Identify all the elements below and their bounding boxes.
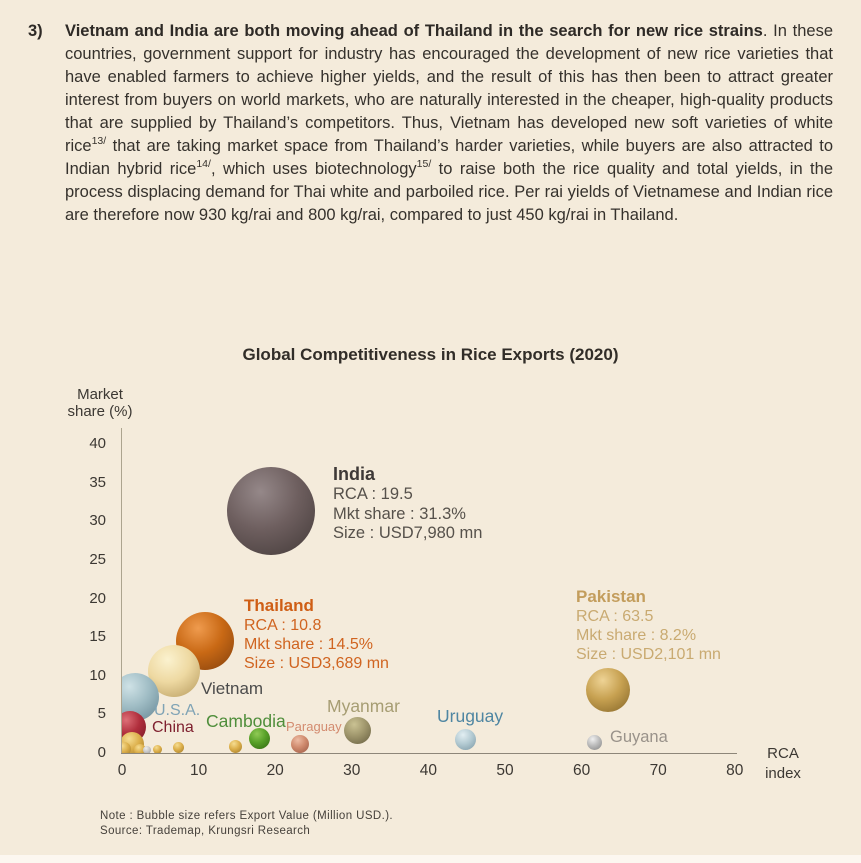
- list-item-number: 3): [28, 22, 43, 40]
- country-label-guyana: Guyana: [610, 728, 668, 746]
- country-label-paraguay: Paraguay: [286, 719, 342, 734]
- country-label-myanmar: Myanmar: [327, 696, 400, 716]
- annotation-line: RCA : 63.5: [576, 608, 654, 625]
- bubble-paraguay: [291, 735, 309, 753]
- country-label-uruguay: Uruguay: [437, 706, 504, 726]
- x-tick-label: 60: [572, 762, 591, 779]
- annotation-line: RCA : 10.8: [244, 617, 322, 634]
- bubble-guyana: [587, 735, 602, 750]
- annotation-title: Pakistan: [576, 587, 646, 606]
- bottom-strip: [0, 855, 861, 863]
- annotation-title: India: [333, 464, 376, 484]
- annotation-pakistan: [576, 587, 721, 664]
- chart-title: Global Competitiveness in Rice Exports (2020): [242, 345, 619, 364]
- x-tick-label: 70: [649, 762, 667, 779]
- bubble-uruguay: [455, 729, 476, 750]
- x-tick-label: 20: [266, 762, 284, 779]
- footnote-ref: 13/: [91, 134, 107, 147]
- bubble-minor: [173, 742, 184, 753]
- y-tick-label: 25: [89, 551, 106, 568]
- annotation-title: Thailand: [244, 596, 314, 615]
- source-line: Source: Trademap, Krungsri Research: [100, 825, 311, 837]
- country-label-cambodia: Cambodia: [206, 711, 286, 731]
- y-tick-label: 40: [89, 435, 106, 453]
- y-tick-label: 30: [89, 512, 106, 530]
- bubble-pakistan: [586, 668, 630, 712]
- paragraph-text: [65, 20, 833, 227]
- y-tick-label: 35: [89, 473, 106, 491]
- annotation-thailand: [244, 596, 389, 673]
- y-axis-label: Market share (%): [67, 386, 133, 420]
- y-axis-line: [121, 428, 122, 753]
- x-tick-label: 80: [726, 762, 744, 779]
- x-axis-line: [121, 753, 737, 754]
- annotation-line: RCA : 19.5: [333, 485, 413, 503]
- bubble-minor: [229, 740, 242, 753]
- annotation-line: Mkt share : 31.3%: [333, 504, 466, 523]
- text-run: to raise both the rice quality and total yields, in the process displacing demand for Thai white and parboiled rice. Per rai yields of Vietnamese and Indian rice are therefore now 930 kg/rai and 800 kg/rai, compared to just 450 kg/rai in Thailand.: [65, 160, 833, 224]
- body-paragraph: [28, 20, 833, 227]
- bubble-myanmar: [344, 717, 371, 744]
- x-axis-label: RCA index: [765, 745, 801, 782]
- bubble-minor: [153, 745, 162, 753]
- country-label-china: China: [152, 719, 194, 736]
- x-tick-label: 30: [343, 762, 361, 779]
- bubble-minor: [143, 746, 151, 753]
- footnote-ref: 15/: [416, 157, 432, 170]
- text-run: , which uses biotechnology: [210, 160, 417, 178]
- y-tick-label: 15: [89, 628, 106, 646]
- text-run: . In these countries, government support for industry has encouraged the development of new rice varieties that have enabled farmers to achieve higher yields, and the result of this has then been to attract greater interest from buyers on world markets, who are naturally interested in the cheaper, high-quality products that are supplied by Thailand’s competitors. Thus, Vietnam has developed new soft varieties of white rice: [65, 22, 833, 155]
- x-tick-label: 0: [117, 762, 127, 779]
- footnote-ref: 14/: [196, 157, 211, 170]
- y-tick-label: 5: [97, 705, 106, 723]
- annotation-india: [333, 464, 482, 544]
- x-tick-label: 50: [496, 762, 514, 779]
- annotation-line: Mkt share : 14.5%: [244, 636, 373, 653]
- y-tick-label: 10: [89, 666, 106, 684]
- country-label-usa: U.S.A.: [154, 702, 201, 719]
- country-label-vietnam: Vietnam: [201, 679, 264, 698]
- bold-run: Vietnam and India are both moving ahead of Thailand in the search for new rice strains: [65, 22, 763, 40]
- y-tick-label: 20: [89, 589, 106, 607]
- y-tick-label: 0: [97, 744, 106, 761]
- note-line: Note : Bubble size refers Export Value (Million USD.).: [100, 810, 394, 822]
- annotation-line: Size : USD7,980 mn: [333, 524, 483, 542]
- chart-footnote: [100, 809, 393, 839]
- x-tick-label: 10: [189, 762, 208, 779]
- annotation-line: Size : USD3,689 mn: [244, 655, 389, 672]
- text-run: that are taking market space from Thailand’s harder varieties, while buyers are also attracted to Indian hybrid rice: [65, 137, 833, 178]
- bubble-india: [227, 467, 315, 555]
- annotation-line: Mkt share : 8.2%: [576, 627, 697, 644]
- x-tick-label: 40: [419, 762, 438, 779]
- annotation-line: Size : USD2,101 mn: [576, 646, 721, 663]
